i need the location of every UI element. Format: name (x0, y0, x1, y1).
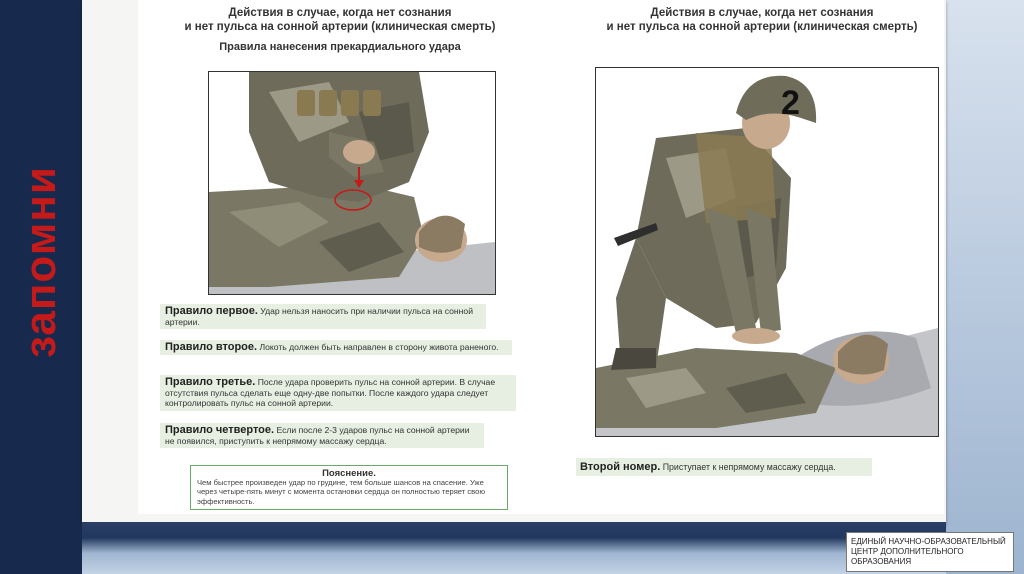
rule-three: Правило третье. После удара проверить пульс на сонной артерии. В случае отсутствия пульса сделать еще одну-две попытки. После каждого удара следует контролировать пульс на сонной артерии. (160, 375, 516, 411)
organization-stamp: ЕДИНЫЙ НАУЧНО-ОБРАЗОВАТЕЛЬНЫЙ ЦЕНТР ДОПОЛНИТЕЛЬНОГО ОБРАЗОВАНИЯ (846, 532, 1014, 572)
explanation-title: Пояснение. (322, 468, 376, 479)
side-label: запомни (16, 166, 65, 358)
chest-compression-illustration (595, 67, 939, 437)
chest-compression-drawing (596, 68, 938, 436)
explanation-note (190, 465, 508, 510)
precordial-strike-drawing (209, 72, 495, 294)
side-band (0, 0, 82, 574)
left-page-title: Действия в случае, когда нет сознания и нет пульса на сонной артерии (клиническая смерть) (184, 7, 496, 33)
explanation-text: Чем быстрее произведен удар по грудине, тем больше шансов на спасение. Уже через четыре-пять минут с момента остановки сердца он полностью теряет свою эффективность. (197, 478, 486, 506)
rule-two: Правило второе. Локоть должен быть направлен в сторону живота раненого. (160, 340, 512, 355)
bottom-band (82, 522, 946, 574)
background-gradient (946, 0, 1024, 574)
helmet-number: 2 (781, 84, 800, 122)
right-page-title: Действия в случае, когда нет сознания и нет пульса на сонной артерии (клиническая смерть) (606, 7, 918, 33)
rule-one: Правило первое. Удар нельзя наносить при наличии пульса на сонной артерии. (160, 304, 486, 329)
precordial-strike-illustration (208, 71, 496, 295)
left-page-subtitle: Правила нанесения прекардиального удара (219, 41, 461, 53)
second-number-caption: Второй номер. Приступает к непрямому массажу сердца. (576, 458, 872, 476)
rule-four: Правило четвертое. Если после 2-3 ударов пульс на сонной артерии не появился, приступить к непрямому массажу сердца. (160, 423, 484, 448)
